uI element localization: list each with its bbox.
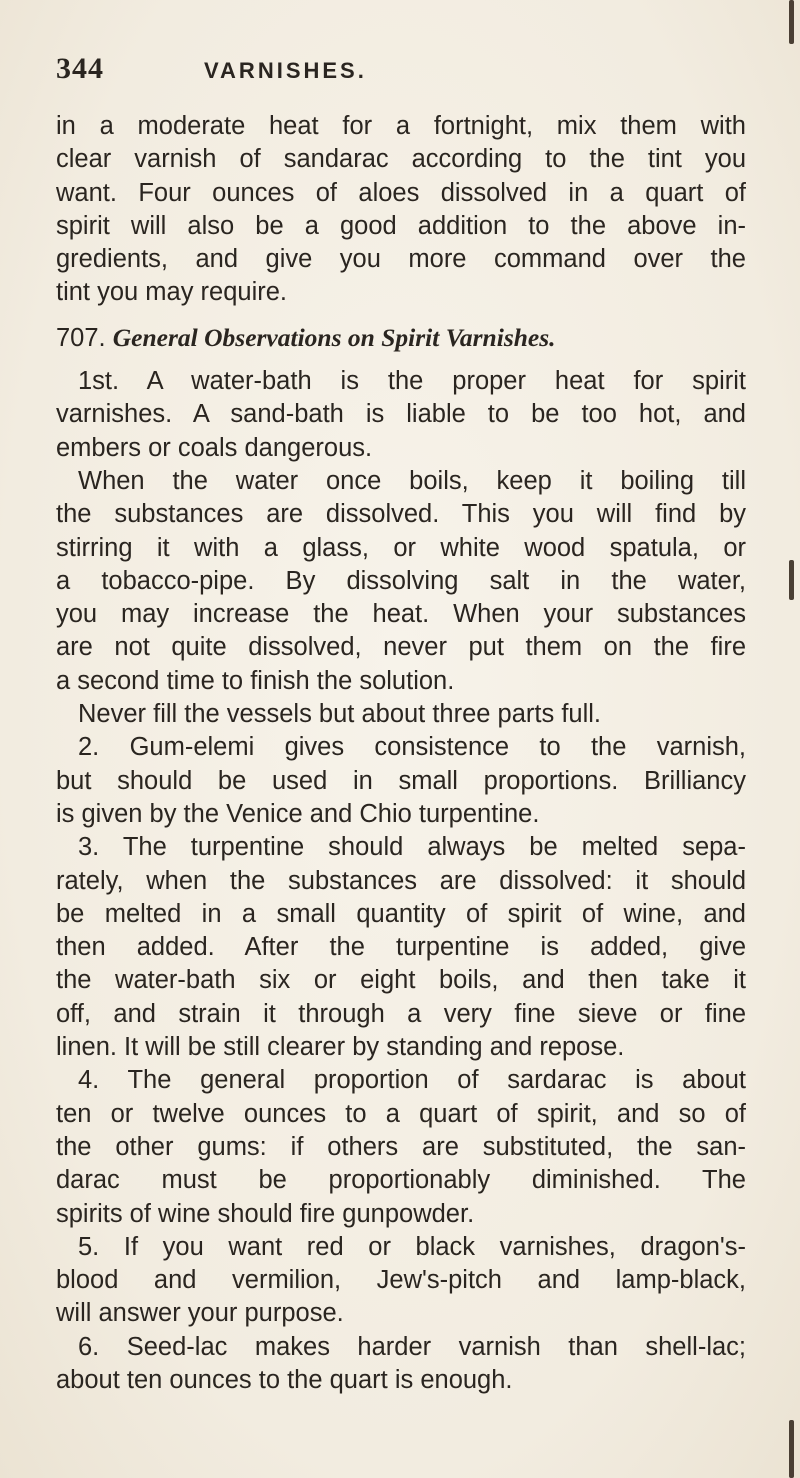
text-line: will answer your purpose. — [56, 1299, 344, 1328]
paragraph-1st — [56, 365, 746, 465]
text-line: 6. Seed-lac makes harder varnish than shell-lac; — [78, 1332, 746, 1361]
text-line: blood and vermilion, Jew's-pitch and lamp-black, — [56, 1266, 746, 1295]
text-line: off, and strain it through a very fine sieve or fine — [56, 999, 746, 1028]
page-body — [56, 110, 746, 1397]
text-line: 2. Gum-elemi gives consistence to the varnish, — [78, 733, 746, 762]
text-line: 5. If you want red or black varnishes, dragon's- — [78, 1232, 746, 1261]
page-number: 344 — [56, 52, 104, 85]
text-line: embers or coals dangerous. — [56, 433, 373, 462]
text-line: stirring it with a glass, or white wood spatula, or — [56, 533, 746, 562]
text-line: clear varnish of sandarac according to the tint you — [56, 145, 746, 174]
paragraph-4 — [56, 1064, 746, 1230]
text-line: When the water once boils, keep it boiling till — [78, 466, 746, 495]
paragraph-6 — [56, 1331, 746, 1398]
text-line: 4. The general proportion of sardarac is about — [78, 1066, 746, 1095]
text-line: then added. After the turpentine is added, give — [56, 933, 746, 962]
text-line: the water-bath six or eight boils, and then take it — [56, 966, 746, 995]
text-line: 3. The turpentine should always be melted sepa- — [78, 833, 746, 862]
text-line: about ten ounces to the quart is enough. — [56, 1365, 513, 1394]
page-edge-mark-bottom — [789, 1420, 794, 1478]
text-line: want. Four ounces of aloes dissolved in a quart of — [56, 178, 746, 207]
paragraph-2 — [56, 731, 746, 831]
section-heading — [56, 321, 746, 355]
text-line: gredients, and give you more command over the — [56, 245, 746, 274]
page-edge-mark-top — [789, 0, 794, 44]
text-line: in a moderate heat for a fortnight, mix them with — [56, 112, 746, 140]
section-number: 707. — [56, 323, 106, 352]
text-line: 1st. A water-bath is the proper heat for spirit — [78, 367, 746, 396]
text-line: are not quite dissolved, never put them on the fire — [56, 633, 746, 662]
page-header — [56, 52, 740, 92]
text-line: be melted in a small quantity of spirit of wine, and — [56, 899, 746, 928]
text-line: Never fill the vessels but about three parts full. — [78, 700, 602, 729]
text-line: linen. It will be still clearer by standing and repose. — [56, 1033, 625, 1062]
text-line: a second time to finish the solution. — [56, 666, 455, 695]
text-line: spirit will also be a good addition to the above in- — [56, 211, 746, 240]
text-line: spirits of wine should fire gunpowder. — [56, 1199, 475, 1228]
text-line: ten or twelve ounces to a quart of spirit, and so of — [56, 1099, 746, 1128]
text-line: is given by the Venice and Chio turpentine. — [56, 799, 540, 828]
text-line: a tobacco-pipe. By dissolving salt in the water, — [56, 566, 746, 595]
page-edge-mark-middle — [789, 560, 794, 600]
text-line: tint you may require. — [56, 278, 288, 307]
intro-paragraph — [56, 110, 746, 310]
text-line: you may increase the heat. When your substances — [56, 600, 746, 629]
paragraph-3 — [56, 831, 746, 1064]
running-head: VARNISHES. — [204, 58, 367, 83]
text-line: darac must be proportionably diminished. The — [56, 1166, 746, 1195]
text-line: varnishes. A sand-bath is liable to be too hot, and — [56, 400, 746, 429]
text-line: the substances are dissolved. This you will find by — [56, 500, 746, 529]
text-line: but should be used in small proportions. Brilliancy — [56, 766, 746, 795]
text-line: the other gums: if others are substituted, the san- — [56, 1132, 746, 1161]
paragraph-never-fill — [56, 698, 746, 731]
section-title: General Observations on Spirit Varnishes. — [112, 322, 556, 352]
text-line: rately, when the substances are dissolved: it should — [56, 866, 746, 895]
paragraph-water-boils — [56, 465, 746, 698]
paragraph-5 — [56, 1231, 746, 1331]
